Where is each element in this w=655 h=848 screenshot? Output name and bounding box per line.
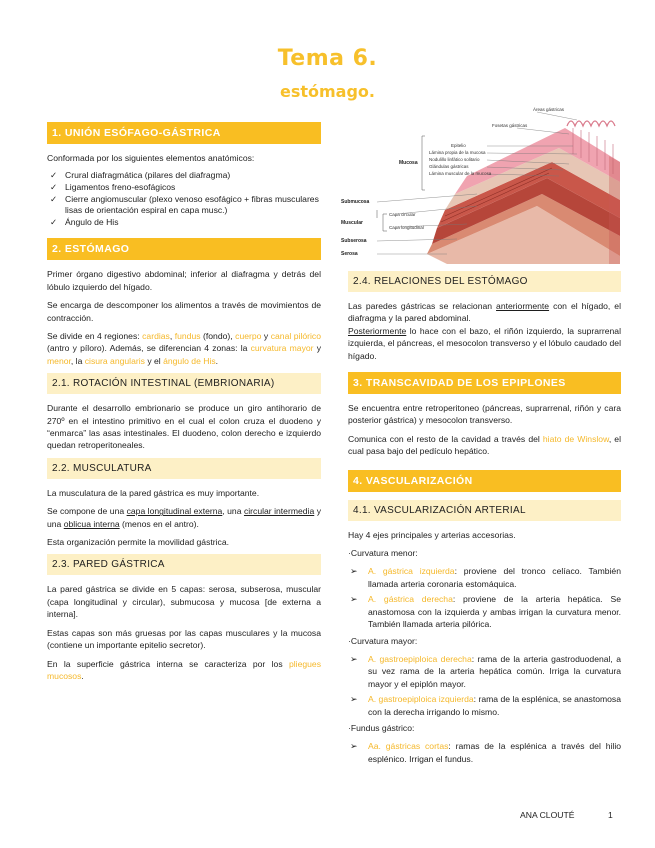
s2-p1: Primer órgano digestivo abdominal; inferior al diafragma y detrás del lóbulo izquierdo del hígado. [47, 269, 321, 292]
section-heading-2-3: 2.3. PARED GÁSTRICA [47, 554, 321, 575]
s1-intro: Conformada por los siguientes elementos anatómicos: [47, 153, 255, 163]
arrow-icon: ➢ [350, 653, 358, 664]
fundus-list [348, 740, 621, 765]
list-item: ➢ A. gastroepiploica izquierda: rama de la esplénica, se anastomosa con la derecha irrigando lo mismo. [350, 694, 621, 717]
check-icon: ✓ [50, 170, 58, 181]
page-subtitle: estómago. [279, 82, 375, 101]
left-column [47, 122, 321, 688]
label-glandulas: Glándulas gástricas [429, 164, 469, 169]
s22-p1: La musculatura de la pared gástrica es muy importante. [47, 487, 260, 498]
curvatura-menor-list [348, 565, 621, 630]
s21-p1: Durante el desarrollo embrionario se produce un giro antihorario de 270º en el intestino primitivo en el cual el colon cruza el duodeno y “enmarca” las asas intestinales. El duodeno, colon derecho e izquierdo quedan retroperitoneales. [47, 403, 321, 451]
s22-p3: Esta organización permite la movilidad gástrica. [47, 537, 229, 548]
check-icon: ✓ [50, 193, 58, 204]
s23-p3: En la superficie gástrica interna se caracteriza por los pliegues mucosos. [47, 658, 321, 681]
fundus-label: ·Fundus gástrico: [348, 722, 415, 733]
label-mucosa: Mucosa [399, 160, 418, 166]
list-item: ✓ Ángulo de His [50, 216, 119, 227]
label-epitelio: Epitelio [451, 143, 466, 148]
arrow-icon: ➢ [350, 566, 358, 577]
s2-p3: Se divide en 4 regiones: cardias, fundus (fondo), cuerpo y canal pilórico (antro y píloro). Además, se diferencian 4 zonas: la curvatura mayor y menor, la cisura angularis y el ángulo de His. [47, 331, 322, 366]
s1-list [47, 170, 321, 228]
section-heading-2-2: 2.2. MUSCULATURA [47, 458, 321, 479]
stomach-wall-diagram [337, 106, 620, 264]
arrow-icon: ➢ [350, 741, 358, 752]
s24-p2: Posteriormente lo hace con el bazo, el riñón izquierdo, la suprarrenal izquierda, el páncreas, el mesocolon transverso y el lóbulo caudado del hígado. [348, 325, 621, 361]
section-heading-2-1: 2.1. ROTACIÓN INTESTINAL (EMBRIONARIA) [47, 373, 321, 394]
section-heading-4: 4. VASCULARIZACIÓN [348, 470, 621, 492]
label-subserosa: Subserosa [341, 238, 367, 244]
label-areas: Áreas gástricas [533, 107, 565, 112]
stomach-wall-illustration [337, 106, 620, 264]
section-heading-2: 2. ESTÓMAGO [47, 238, 321, 260]
list-item: ➢ A. gástrica izquierda: proviene del tronco celíaco. También llamada arteria coronaria estomáquica. [350, 566, 621, 589]
s3-p1: Se encuentra entre retroperitoneo (páncreas, suprarrenal, riñón y cara posterior gástrica) y mesocolon transverso. [348, 403, 621, 426]
right-column [348, 271, 621, 769]
curvatura-mayor-label: ·Curvatura mayor: [348, 635, 418, 646]
page-number: 1 [608, 810, 613, 820]
label-submucosa: Submucosa [341, 199, 370, 205]
section-heading-4-1: 4.1. VASCULARIZACIÓN ARTERIAL [348, 500, 621, 521]
section-heading-1: 1. UNIÓN ESÓFAGO-GÁSTRICA [47, 122, 321, 144]
list-item: ✓ Ligamentos freno-esofágicos [50, 182, 176, 192]
label-nodulo: Nodulillo linfático solitario [429, 157, 480, 162]
list-item: ✓ Crural diafragmática (pilares del diafragma) [50, 170, 231, 181]
s23-p2: Estas capas son más gruesas por las capas musculares y la mucosa (contiene un importante epitelio secretor). [47, 627, 321, 651]
s22-p2: Se compone de una capa longitudinal externa, una circular intermedia y una oblicua interna (menos en el antro). [47, 506, 321, 529]
label-serosa: Serosa [341, 251, 358, 257]
s24-p1: Las paredes gástricas se relacionan anteriormente con el hígado, el diafragma y la pared abdominal. [348, 301, 621, 324]
list-item: ✓ Cierre angiomuscular (plexo venoso esofágico + fibras musculares lisas de orientación espiral en capa musc.) [50, 193, 319, 216]
label-muscular-mucosa: Lámina muscular de la mucosa [429, 171, 492, 176]
list-item: ➢ Aa. gástricas cortas: ramas de la esplénica a través del hilio esplénico. Irrigan el fundus. [350, 741, 622, 764]
footer-author: ANA CLOUTÉ [520, 810, 575, 820]
arrow-icon: ➢ [350, 594, 358, 605]
page-title: Tema 6. [277, 46, 378, 71]
s4-intro: Hay 4 ejes principales y arterias accesorias. [348, 529, 516, 540]
label-capa-circular: Capa circular [389, 212, 416, 217]
list-item: ➢ A. gástrica derecha: proviene de la arteria hepática. Se anastomosa con la izquierda y ambas irrigan la curvatura menor. También llamada arteria pilórica. [350, 594, 621, 630]
s23-p1: La pared gástrica se divide en 5 capas: serosa, subserosa, muscular (capa longitudinal y circular), submucosa y mucosa [de externa a interna]. [47, 584, 321, 620]
check-icon: ✓ [50, 182, 58, 192]
curvatura-mayor-list [348, 653, 621, 718]
list-item: ➢ A. gastroepiploica derecha: rama de la arteria gastroduodenal, a su vez rama de la arteria hepática común. Irriga la curvatura mayor y el epiplón mayor. [350, 653, 621, 689]
curvatura-menor-label: ·Curvatura menor: [348, 548, 418, 559]
section-heading-2-4: 2.4. RELACIONES DEL ESTÓMAGO [348, 271, 621, 292]
section-heading-3: 3. TRANSCAVIDAD DE LOS EPIPLONES [348, 372, 621, 394]
check-icon: ✓ [50, 216, 58, 227]
label-muscular: Muscular [341, 220, 363, 226]
arrow-icon: ➢ [350, 694, 358, 705]
s2-p2: Se encarga de descomponer los alimentos a través de movimientos de contracción. [47, 300, 321, 323]
label-fosetas: Fosetas gástricas [492, 123, 528, 128]
label-lamina: Lámina propia de la mucosa [429, 150, 486, 155]
s3-p2: Comunica con el resto de la cavidad a través del hiato de Winslow, el cual pasa bajo del pedículo hepático. [348, 433, 621, 457]
label-capa-longitudinal: Capa longitudinal [389, 225, 424, 230]
